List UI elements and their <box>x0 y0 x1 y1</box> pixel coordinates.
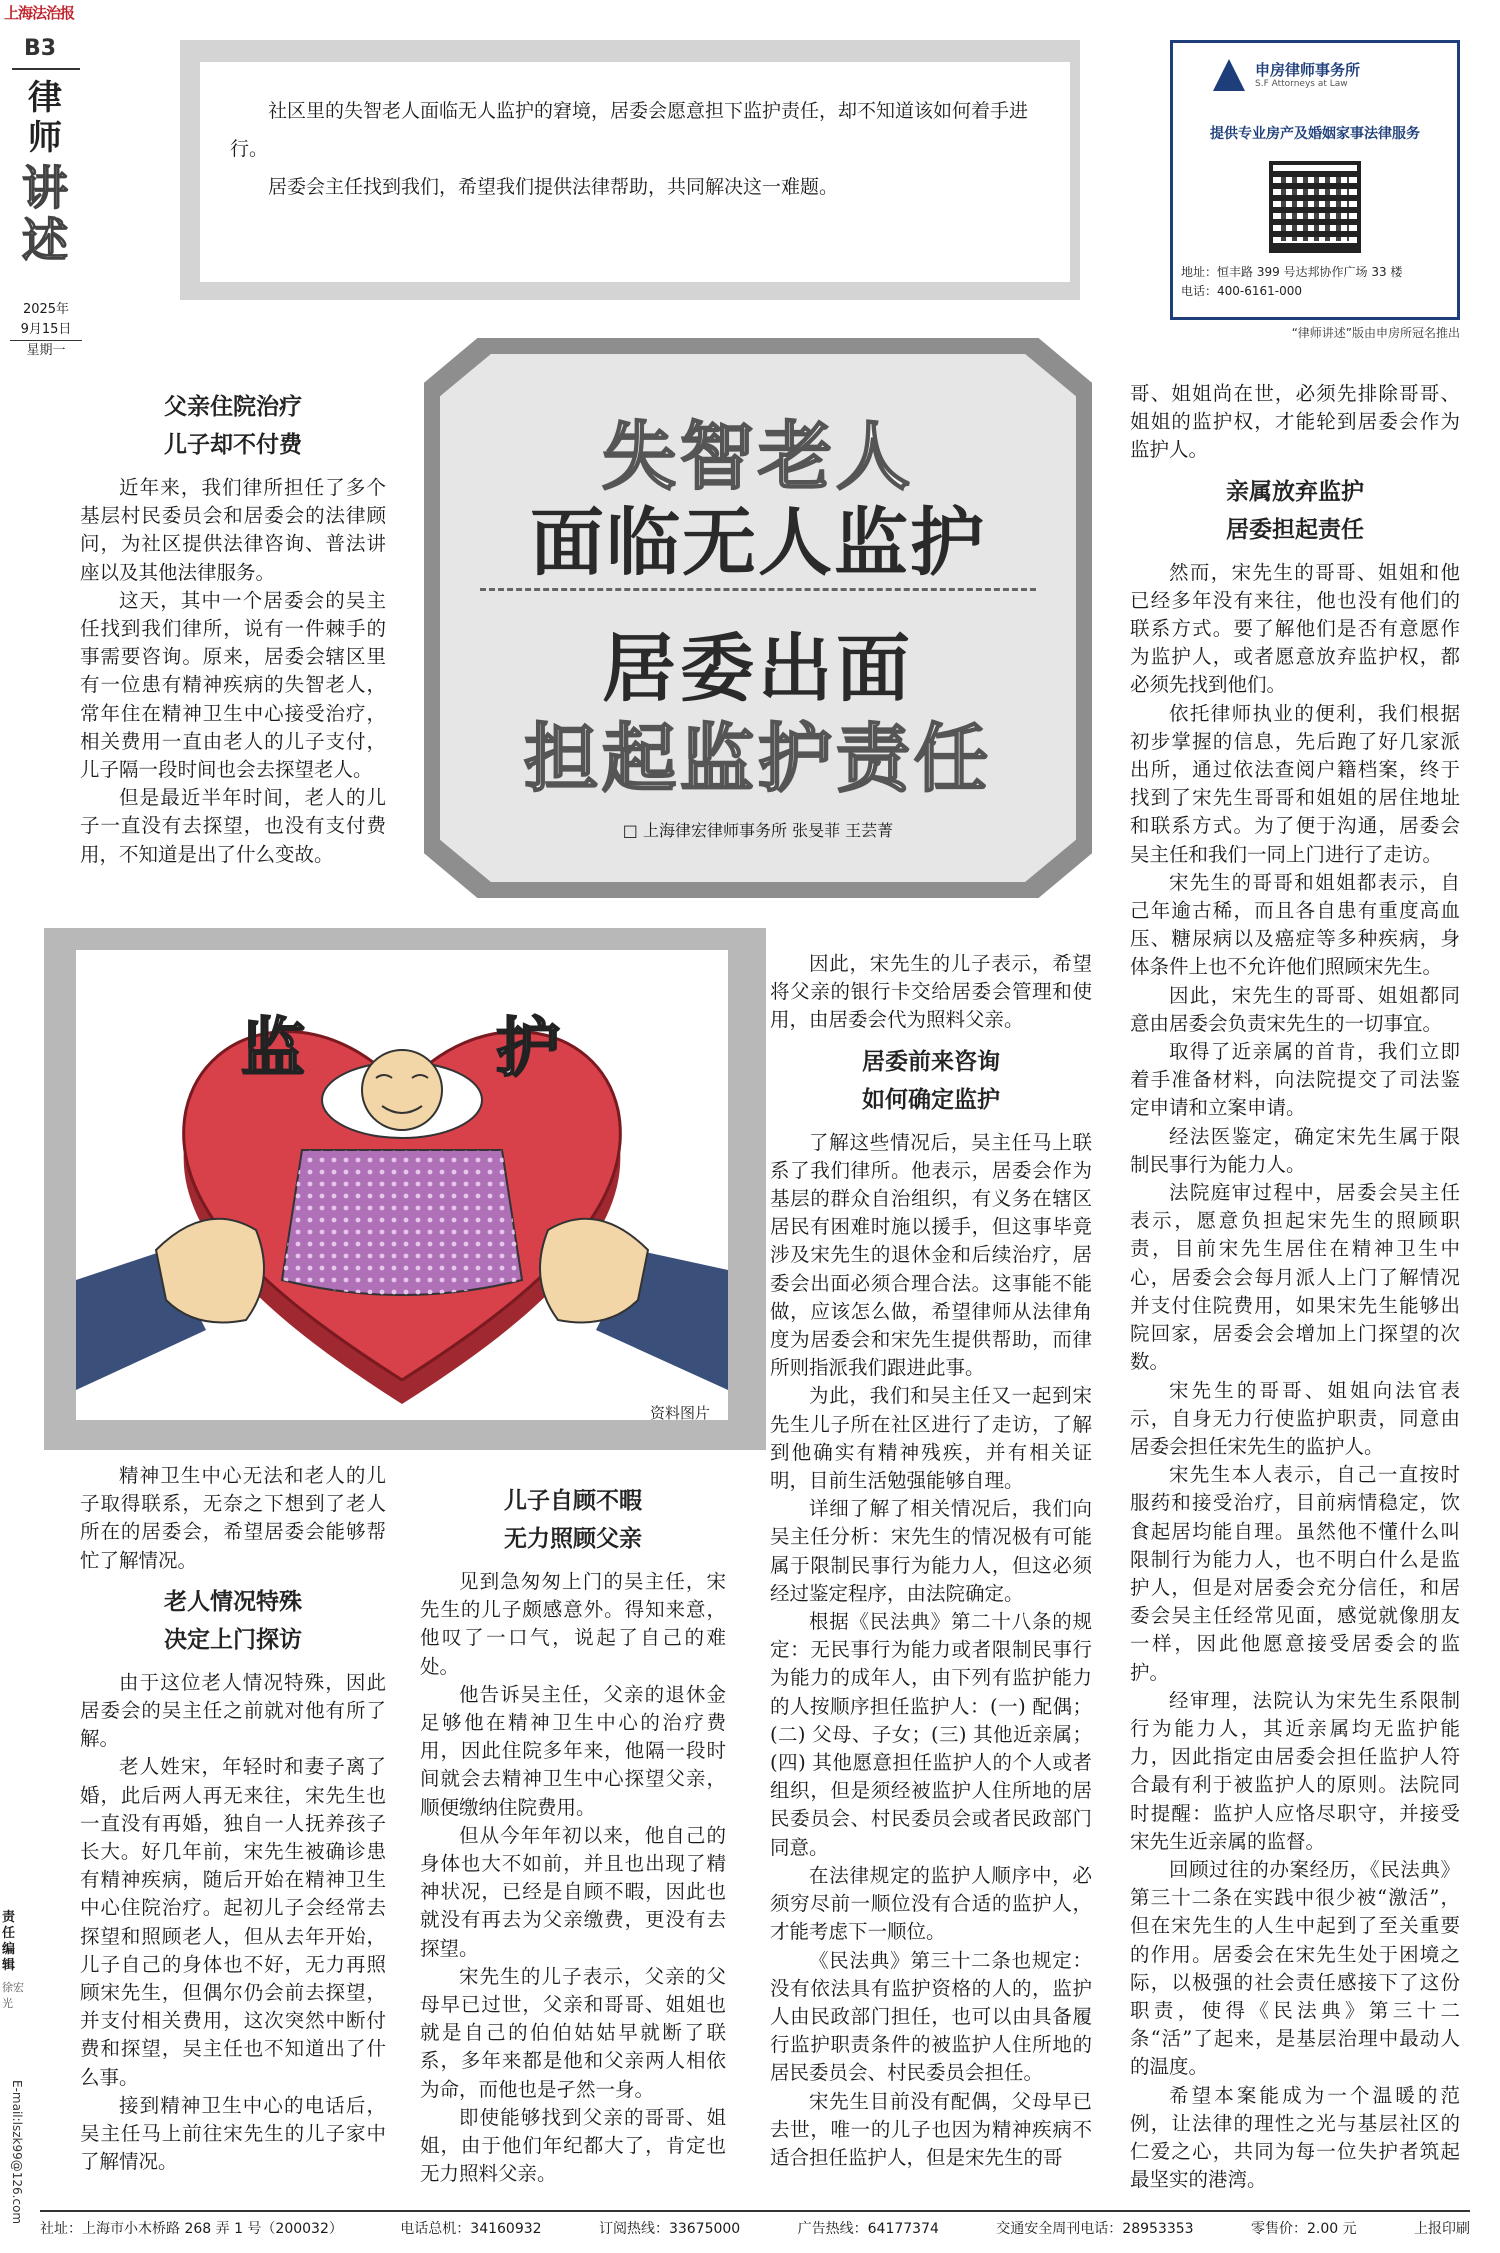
article-paragraph: 希望本案能成为一个温暖的范例，让法律的理性之光与基层社区的仁爱之心，共同为每一位失护者筑起最坚实的港湾。 <box>1130 2083 1460 2192</box>
footer-address: 社址：上海市小木桥路 268 弄 1 号（200032） <box>40 2221 343 2237</box>
issue-day: 9月15日 <box>10 320 82 341</box>
subheading-line: 如何确定监护 <box>862 1086 1000 1113</box>
editor-credit <box>2 1910 24 2012</box>
article-paragraph: 近年来，我们律所担任了多个基层村民委员会和居委会的法律顾问，为社区提供法律咨询、普法讲座以及其他法律服务。 <box>80 476 386 584</box>
article-paragraph: 经法医鉴定，确定宋先生属于限制民事行为能力人。 <box>1130 1124 1460 1176</box>
article-column-3 <box>770 950 1092 2172</box>
ad-slogan: 提供专业房产及婚姻家事法律服务 <box>1210 126 1420 142</box>
article-paragraph: 精神卫生中心无法和老人的儿子取得联系，无奈之下想到了老人所在的居委会，希望居委会能够帮忙了解情况。 <box>80 1464 386 1572</box>
subheading-line: 决定上门探访 <box>164 1626 302 1653</box>
issue-date <box>10 300 82 361</box>
ad-contact <box>1181 263 1453 301</box>
article-paragraph: 根据《民法典》第二十八条的规定：无民事行为能力或者限制民事行为能力的成年人，由下列有监护能力的人按顺序担任监护人：(一) 配偶；(二) 父母、子女；(三) 其他近亲属；(四) 其他愿意担任监护人的个人或者组织，但是须经被监护人住所地的居民委员会、村民委员会或者民政部门同意。 <box>770 1610 1092 1859</box>
subheading-line: 老人情况特殊 <box>164 1588 302 1615</box>
article-paragraph: 但是最近半年时间，老人的儿子一直没有去探望，也没有支付费用，不知道是出了什么变故。 <box>80 786 386 866</box>
intro-box <box>200 62 1070 282</box>
article-paragraph: 因此，宋先生的儿子表示，希望将父亲的银行卡交给居委会管理和使用，由居委会代为照料父亲。 <box>770 952 1092 1032</box>
column-sponsor-credit: “律师讲述”版由申房所冠名推出 <box>1291 326 1460 340</box>
footer-rule <box>40 2210 1470 2212</box>
article-paragraph: 见到急匆匆上门的吴主任，宋先生的儿子颇感意外。得知来意，他叹了一口气，说起了自己的难处。 <box>420 1570 726 1678</box>
intro-paragraph: 居委会主任找到我们，希望我们提供法律帮助，共同解决这一难题。 <box>268 176 839 198</box>
subheading <box>420 1482 726 1558</box>
article-paragraph: 但从今年年初以来，他自己的身体也大不如前，并且也出现了精神状况，已经是自顾不暇，因此也就没有再去为父亲缴费，更没有去探望。 <box>420 1823 726 1960</box>
firm-logo-icon <box>1213 59 1245 91</box>
law-firm-ad <box>1170 40 1460 320</box>
firm-name-en: S.F Attorneys at Law <box>1255 79 1348 89</box>
article-paragraph: 老人姓宋，年轻时和妻子离了婚，此后两人再无来往，宋先生也一直没有再婚，独自一人抚养孩子长大。好几年前，宋先生被确诊患有精神疾病，随后开始在精神卫生中心住院治疗。起初儿子会经常去探望和照顾老人，但从去年开始，儿子自己的身体也不好，无力再照顾宋先生，但偶尔仍会前去探望，并支付相关费用，这次突然中断付费和探望，吴主任也不知道出了什么事。 <box>80 1755 386 2089</box>
article-paragraph: 为此，我们和吴主任又一起到宋先生儿子所在社区进行了走访，了解到他确实有精神残疾，并有相关证明，目前生活勉强能够自理。 <box>770 1384 1092 1493</box>
intro-paragraph: 社区里的失智老人面临无人监护的窘境，居委会愿意担下监护责任，却不知道该如何着手进行。 <box>230 100 1029 160</box>
article-paragraph: 了解这些情况后，吴主任马上联系了我们律所。他表示，居委会作为基层的群众自治组织，有义务在辖区居民有困难时施以援手，但这事毕竟涉及宋先生的退休金和后续治疗，居委会出面必须合理合法。这事能不能做，应该怎么做，希望律师从法律角度为居委会和宋先生提供帮助，而律所则指派我们跟进此事。 <box>770 1130 1092 1380</box>
page-number: B3 <box>24 36 57 61</box>
ad-logo <box>1213 59 1423 99</box>
article-paragraph: 因此，宋先生的哥哥、姐姐都同意由居委会负责宋先生的一切事宜。 <box>1130 983 1460 1035</box>
editor-label: 责任编辑 <box>2 1910 16 1973</box>
issue-weekday: 星期一 <box>26 343 66 358</box>
byline: □ 上海律宏律师事务所 张旻菲 王芸菁 <box>622 821 894 840</box>
subheading <box>770 1043 1092 1119</box>
article-column-2 <box>420 1474 726 2188</box>
article-paragraph: 宋先生目前没有配偶，父母早已去世，唯一的儿子也因为精神疾病不适合担任监护人，但是宋先生的哥 <box>770 2089 1092 2169</box>
article-paragraph: 依托律师执业的便利，我们根据初步掌握的信息，先后跑了好几家派出所，通过依法查阅户籍档案，终于找到了宋先生哥哥和姐姐的居住地址和联系方式。为了便于沟通，居委会吴主任和我们一同上门进行了走访。 <box>1130 701 1460 866</box>
issue-year: 2025年 <box>22 302 70 317</box>
subheading-line: 儿子自顾不暇 <box>504 1488 642 1514</box>
illustration-char-left: 监 <box>241 1012 305 1086</box>
article-paragraph: 由于这位老人情况特殊，因此居委会的吴主任之前就对他有所了解。 <box>80 1670 386 1751</box>
column-name-bottom: 讲述 <box>22 161 68 267</box>
subheading-line: 居委担起责任 <box>1226 516 1364 543</box>
headline-line-3: 居委出面 <box>602 626 914 712</box>
editor-email: E-mail:lszk99@126.com <box>10 2080 24 2225</box>
article-paragraph: 接到精神卫生中心的电话后，吴主任马上前往宋先生的儿子家中了解情况。 <box>80 2093 386 2174</box>
article-paragraph: 法院庭审过程中，居委会吴主任表示，愿意负担起宋先生的照顾职责，目前宋先生居住在精神卫生中心，居委会会每月派人上门了解情况并支付住院费用，如果宋先生能够出院回家，居委会会增加上门探望的次数。 <box>1130 1181 1460 1374</box>
illustration <box>76 950 728 1420</box>
column-name <box>16 78 74 266</box>
article-paragraph: 宋先生的儿子表示，父亲的父母早已过世，父亲和哥哥、姐姐也就是自己的伯伯姑姑早就断了联系，多年来都是他和父亲两人相依为命，而他也是孑然一身。 <box>420 1964 726 2101</box>
ad-address: 地址：恒丰路 399 号达邦协作广场 33 楼 <box>1181 265 1403 279</box>
article-paragraph: 他告诉吴主任，父亲的退休金足够他在精神卫生中心的治疗费用，因此住院多年来，他隔一段时间就会去精神卫生中心探望父亲，顺便缴纳住院费用。 <box>420 1682 726 1819</box>
footer-printer: 上报印刷 <box>1414 2221 1470 2237</box>
subheading <box>1130 473 1460 549</box>
illustration-char-right: 护 <box>496 1012 560 1086</box>
article-paragraph: 取得了近亲属的首肯，我们立即着手准备材料，向法院提交了司法鉴定申请和立案申请。 <box>1130 1040 1460 1120</box>
article-paragraph: 哥、姐姐尚在世，必须先排除哥哥、姐姐的监护权，才能轮到居委会作为监护人。 <box>1130 382 1460 462</box>
footer-ads: 广告热线：64177374 <box>797 2221 939 2237</box>
ad-phone: 电话：400-6161-000 <box>1181 284 1303 298</box>
article-column-1-bottom <box>80 1462 386 2176</box>
article-column-4 <box>1130 380 1460 2194</box>
footer-traffic: 交通安全周刊电话：28953353 <box>996 2221 1194 2237</box>
article-paragraph: 回顾过往的办案经历，《民法典》第三十二条在实践中很少被“激活”，但在宋先生的人生中起到了至关重要的作用。居委会在宋先生处于困境之际，以极强的社会责任感接下了这份职责，使得《民法典》第三十二条“活”了起来，是基层治理中最动人的温度。 <box>1130 1857 1460 2079</box>
footer <box>40 2218 1470 2238</box>
subheading-line: 无力照顾父亲 <box>504 1526 642 1552</box>
article-paragraph: 《民法典》第三十二条也规定：没有依法具有监护资格的人的，监护人由民政部门担任，也可以由具备履行监护职责条件的被监护人住所地的居民委员会、村民委员会担任。 <box>770 1948 1092 2085</box>
subheading-line: 儿子却不付费 <box>164 432 302 458</box>
subheading-line: 居委前来咨询 <box>862 1048 1000 1075</box>
illustration-credit: 资料图片 <box>650 1404 711 1422</box>
elder-face-icon <box>362 1050 442 1130</box>
article-paragraph: 宋先生的哥哥、姐姐向法官表示，自身无力行使监护职责，同意由居委会担任宋先生的监护人。 <box>1130 1378 1460 1458</box>
article-paragraph: 然而，宋先生的哥哥、姐姐和他已经多年没有来往，他也没有他们的联系方式。要了解他们是否有意愿作为监护人，或者愿意放弃监护权，都必须先找到他们。 <box>1130 560 1460 697</box>
headline-divider <box>480 588 1036 591</box>
article-paragraph: 这天，其中一个居委会的吴主任找到我们律所，说有一件棘手的事需要咨询。原来，居委会辖区里有一位患有精神疾病的失智老人，常年住在精神卫生中心接受治疗，相关费用一直由老人的儿子支付，儿子隔一段时间也会去探望老人。 <box>80 588 386 782</box>
article-paragraph: 宋先生本人表示，自己一直按时服药和接受治疗，目前病情稳定，饮食起居均能自理。虽然他不懂什么叫限制行为能力人，也不明白什么是监护人，但是对居委会充分信任，和居委会吴主任经常见面，感觉就像朋友一样，因此他愿意接受居委会的监护。 <box>1130 1463 1460 1684</box>
footer-switchboard: 电话总机：34160932 <box>400 2221 542 2237</box>
subheading-line: 父亲住院治疗 <box>164 394 302 420</box>
article-column-1-top <box>80 380 386 869</box>
footer-subscribe: 订阅热线：33675000 <box>598 2221 741 2237</box>
headline-line-2: 面临无人监护 <box>530 500 986 586</box>
editor-name: 徐宏光 <box>2 1981 24 2010</box>
article-paragraph: 在法律规定的监护人顺序中，必须穷尽前一顺位没有合适的监护人，才能考虑下一顺位。 <box>770 1863 1092 1944</box>
article-paragraph: 详细了解了相关情况后，我们向吴主任分析：宋先生的情况极有可能属于限制民事行为能力人，但这必须经过鉴定程序，由法院确定。 <box>770 1497 1092 1605</box>
subheading <box>80 388 386 464</box>
article-paragraph: 经审理，法院认为宋先生系限制行为能力人，其近亲属均无监护能力，因此指定由居委会担任监护人符合最有利于被监护人的原则。法院同时提醒：监护人应恪尽职守，并接受宋先生近亲属的监督。 <box>1130 1688 1460 1853</box>
article-paragraph: 即使能够找到父亲的哥哥、姐姐，由于他们年纪都大了，肯定也无力照料父亲。 <box>420 2105 726 2186</box>
newspaper-logo: 上海法治报 <box>4 4 75 22</box>
column-name-top: 律师 <box>28 78 62 158</box>
subheading <box>80 1583 386 1659</box>
headline-line-4: 担起监护责任 <box>524 716 992 802</box>
article-paragraph: 宋先生的哥哥和姐姐都表示，自己年逾古稀，而且各自患有重度高血压、糖尿病以及癌症等多种疾病，身体条件上也不允许他们照顾宋先生。 <box>1130 870 1460 979</box>
masthead-rule <box>12 68 80 70</box>
qr-code-icon <box>1269 161 1361 253</box>
firm-name: 申房律师事务所 <box>1255 61 1361 79</box>
headline-line-1: 失智老人 <box>602 414 914 500</box>
guardianship-illustration <box>76 950 728 1420</box>
footer-price: 零售价：2.00 元 <box>1250 2221 1357 2237</box>
subheading-line: 亲属放弃监护 <box>1226 478 1364 505</box>
